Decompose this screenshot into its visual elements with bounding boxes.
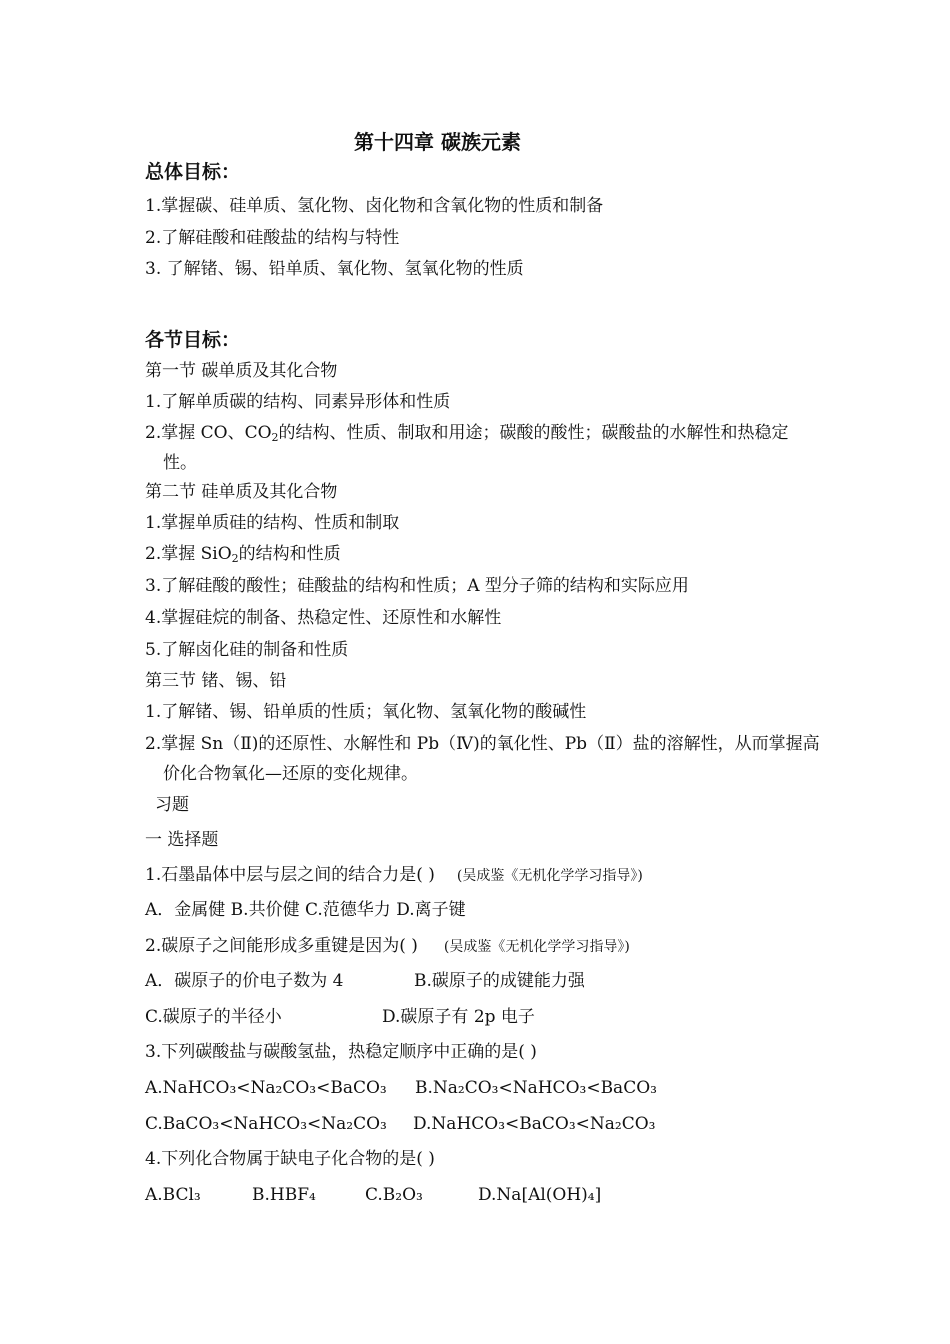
option-c: C.BaCO₃<NaHCO₃<Na₂CO₃ <box>145 1114 387 1134</box>
option-b: B.Na₂CO₃<NaHCO₃<BaCO₃ <box>415 1078 657 1098</box>
question-stem: 1.石墨晶体中层与层之间的结合力是( ) <box>145 865 435 885</box>
section-item: 3.了解硅酸的酸性；硅酸盐的结构和性质；A 型分子筛的结构和实际应用 <box>145 576 689 596</box>
section-item-continuation: 价化合物氧化—还原的变化规律。 <box>163 764 418 784</box>
section-title: 第一节 碳单质及其化合物 <box>145 361 338 381</box>
section-item: 4.掌握硅烷的制备、热稳定性、还原性和水解性 <box>145 608 502 628</box>
question-2 <box>145 935 630 958</box>
overall-goals-heading: 总体目标： <box>145 161 241 183</box>
option-c: C.碳原子的半径小 <box>145 1007 282 1027</box>
option-b: B.碳原子的成键能力强 <box>414 971 585 991</box>
exercise-part-title: 一 选择题 <box>145 830 219 850</box>
exercises-heading: 习题 <box>155 795 189 815</box>
option-a: A．碳原子的价电子数为 4 <box>145 971 344 991</box>
question-3: 3.下列碳酸盐与碳酸氢盐，热稳定顺序中正确的是( ) <box>145 1042 537 1062</box>
question-stem: 2.碳原子之间能形成多重键是因为( ) <box>145 936 418 956</box>
option-d: D.Na[Al(OH)₄] <box>478 1185 602 1205</box>
question-options: A．金属健 B.共价健 C.范德华力 D.离子键 <box>145 900 466 920</box>
section-title: 第三节 锗、锡、铅 <box>145 671 287 691</box>
section-item-continuation: 性。 <box>163 453 197 473</box>
chapter-title: 第十四章 碳族元素 <box>354 130 521 154</box>
section-item <box>145 543 341 565</box>
overall-goal-item: 1.掌握碳、硅单质、氢化物、卤化物和含氧化物的性质和制备 <box>145 196 604 216</box>
text-fragment: 的结构、性质、制取和用途；碳酸的酸性；碳酸盐的水解性和热稳定 <box>278 423 789 443</box>
option-a: A.BCl₃ <box>145 1185 201 1205</box>
question-source: (吴成鉴《无机化学学习指导》) <box>443 939 630 955</box>
option-a: A.NaHCO₃<Na₂CO₃<BaCO₃ <box>145 1078 387 1098</box>
option-d: D.NaHCO₃<BaCO₃<Na₂CO₃ <box>413 1114 656 1134</box>
text-fragment: 2.掌握 CO、CO <box>145 423 272 443</box>
question-source: (吴成鉴《无机化学学习指导》) <box>456 868 643 884</box>
section-goals-heading: 各节目标： <box>145 329 241 351</box>
text-fragment: 的结构和性质 <box>238 544 341 564</box>
text-fragment: 2.掌握 SiO <box>145 544 232 564</box>
section-item: 2.掌握 Sn（Ⅱ)的还原性、水解性和 Pb（Ⅳ)的氧化性、Pb（Ⅱ）盐的溶解性，从而掌握高 <box>145 734 820 754</box>
overall-goal-item: 2.了解硅酸和硅酸盐的结构与特性 <box>145 228 400 248</box>
section-item: 1.了解锗、锡、铅单质的性质；氧化物、氢氧化物的酸碱性 <box>145 702 587 722</box>
option-d: D.碳原子有 2p 电子 <box>382 1007 535 1027</box>
section-item: 5.了解卤化硅的制备和性质 <box>145 640 349 660</box>
subscript: 2 <box>231 552 239 565</box>
overall-goal-item: 3. 了解锗、锡、铅单质、氧化物、氢氧化物的性质 <box>145 259 524 279</box>
section-title: 第二节 硅单质及其化合物 <box>145 482 338 502</box>
option-b: B.HBF₄ <box>252 1185 316 1205</box>
section-item: 1.了解单质碳的结构、同素异形体和性质 <box>145 392 451 412</box>
question-1 <box>145 864 643 887</box>
subscript: 2 <box>271 431 279 444</box>
option-c: C.B₂O₃ <box>365 1185 423 1205</box>
section-item: 1.掌握单质硅的结构、性质和制取 <box>145 513 400 533</box>
section-item <box>145 422 789 444</box>
question-4: 4.下列化合物属于缺电子化合物的是( ) <box>145 1149 435 1169</box>
